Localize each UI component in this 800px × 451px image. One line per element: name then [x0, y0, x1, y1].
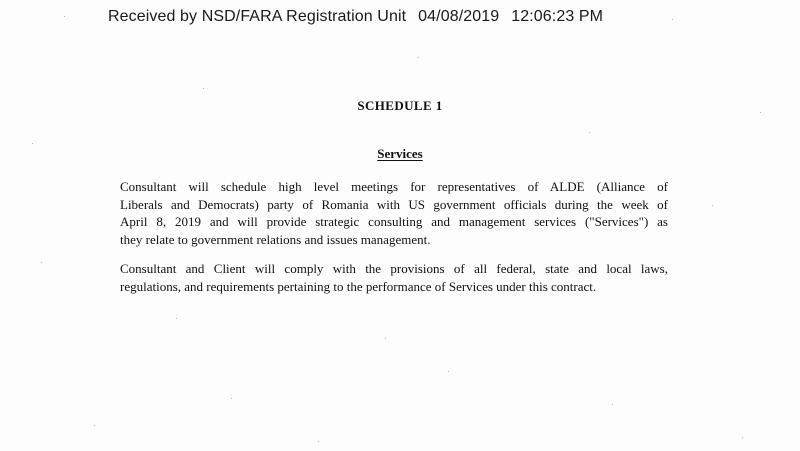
scan-speck — [176, 318, 177, 319]
schedule-title: SCHEDULE 1 — [357, 98, 443, 113]
scan-speck — [231, 398, 232, 399]
compliance-paragraph — [120, 260, 668, 295]
paragraph-line: Liberals and Democrats) party of Romania with US government officials during the week of — [120, 196, 668, 212]
paragraph-line: Consultant will schedule high level meetings for representatives of ALDE (Alliance of — [120, 179, 668, 194]
scan-speck — [589, 132, 590, 133]
paragraph-line: they relate to government relations and issues management. — [120, 231, 431, 247]
scan-speck — [318, 441, 319, 442]
stamp-time: 12:06:23 PM — [511, 8, 604, 25]
scan-speck — [32, 143, 33, 144]
scan-speck — [712, 205, 713, 206]
scan-speck — [612, 404, 613, 405]
stamp-date: 04/08/2019 — [418, 8, 500, 25]
scan-speck — [672, 19, 673, 20]
services-paragraph — [120, 178, 668, 248]
paragraph-line: regulations, and requirements pertaining to the performance of Services under this contract. — [120, 278, 597, 294]
scan-speck — [448, 371, 449, 372]
scan-speck — [64, 16, 65, 17]
scan-speck — [760, 112, 761, 113]
scan-speck — [742, 437, 743, 438]
stamp-received-text: Received by NSD/FARA Registration Unit — [108, 8, 407, 25]
scan-speck — [385, 338, 386, 339]
paragraph-line: Consultant and Client will comply with the provisions of all federal, state and local laws, — [120, 261, 668, 276]
registration-stamp — [108, 8, 603, 26]
section-heading — [0, 146, 800, 162]
scan-speck — [94, 425, 95, 426]
section-title: Services — [377, 146, 423, 161]
scan-speck — [203, 88, 204, 89]
scan-speck — [41, 262, 42, 263]
paragraph-line: April 8, 2019 and will provide strategic consulting and management services ("Services") as — [120, 214, 668, 229]
scan-speck — [418, 57, 419, 58]
